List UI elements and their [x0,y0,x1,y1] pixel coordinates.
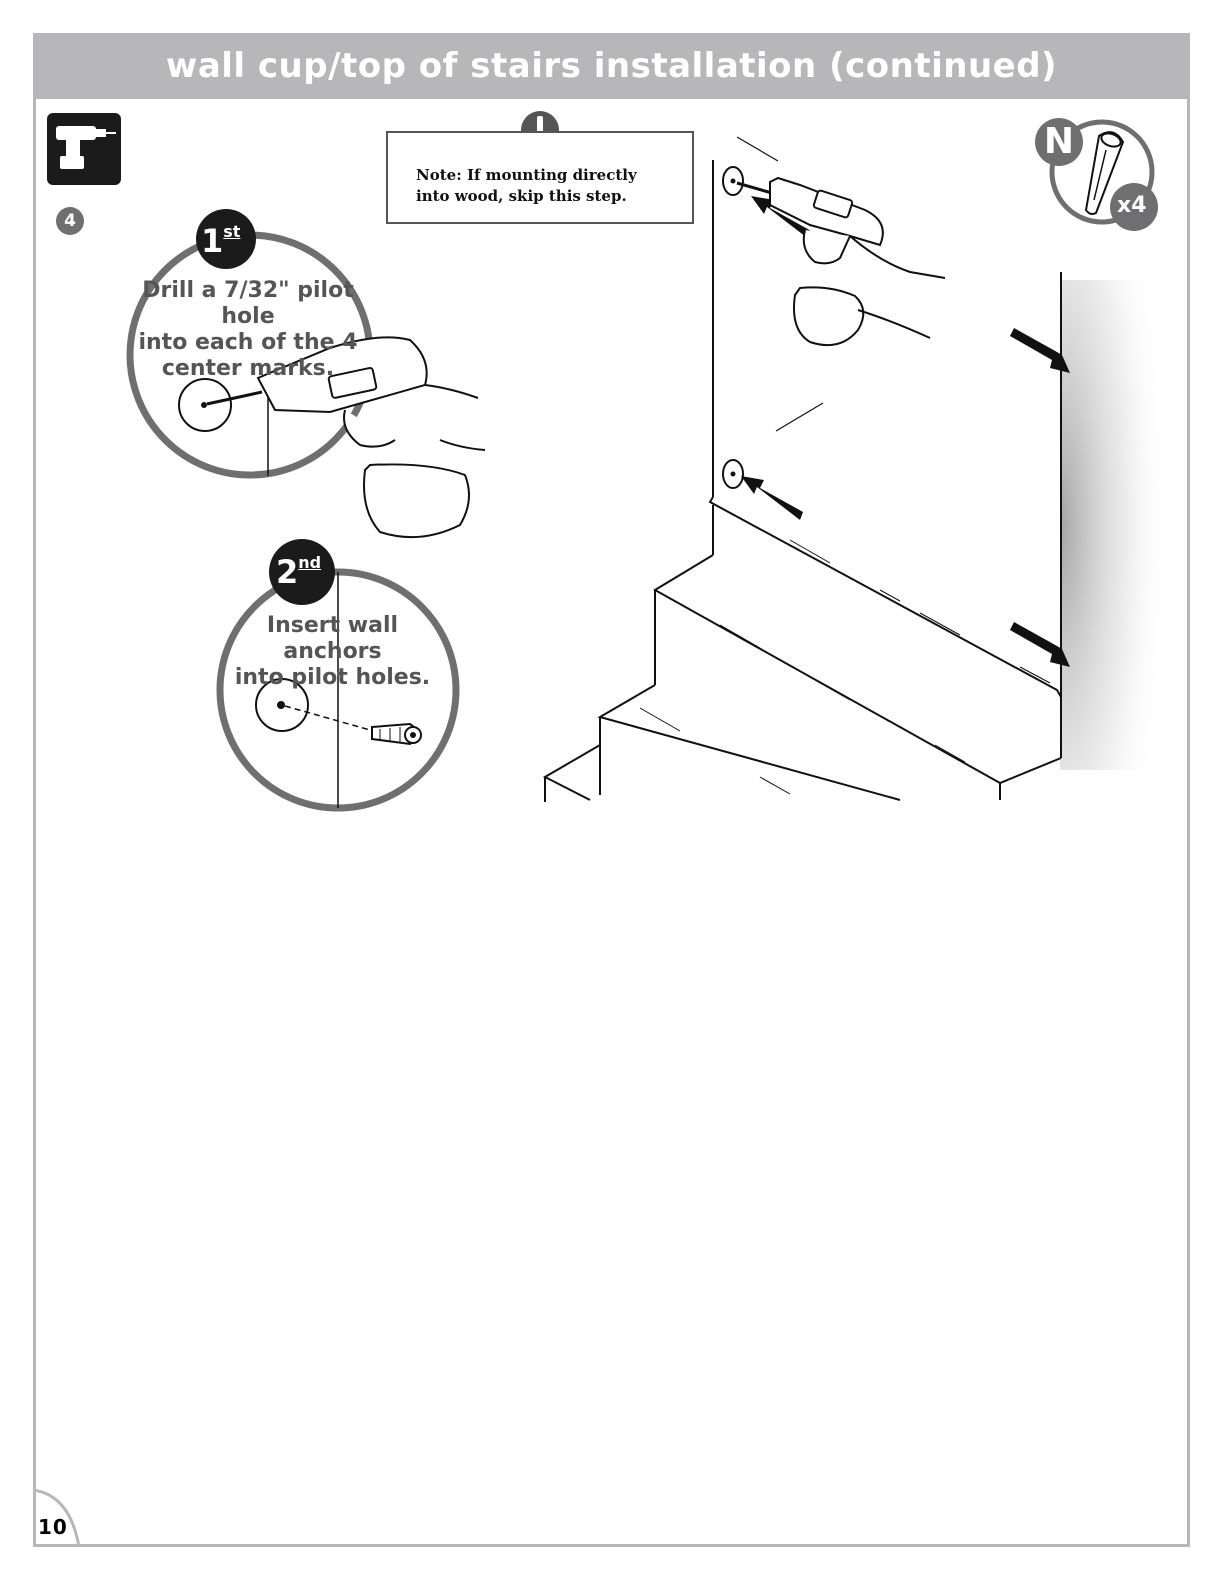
direction-arrows [741,196,1070,667]
ordinal-second-number: 2 [276,553,299,591]
drill-tool-icon [47,113,121,185]
instruction-anchors: Insert wall anchors into pilot holes. [234,613,431,690]
page-title: wall cup/top of stairs installation (continued) [165,46,1058,86]
ordinal-first-suffix: st [223,222,241,241]
instruction-drill: Drill a 7/32" pilot hole into each of the 4 center marks. [138,278,358,381]
page-number: 10 [38,1515,68,1539]
ordinal-first-number: 1 [201,222,224,260]
part-label: N [1043,121,1075,162]
note-box [386,131,694,224]
step-number-badge: 4 [56,207,84,235]
wall-cup-marks [723,167,743,488]
part-quantity: x4 [1117,193,1147,218]
wall-anchor-icon [372,724,421,744]
note-text: Note: If mounting directly into wood, skip this step. [416,166,637,205]
ordinal-first [201,222,240,260]
ordinal-second-suffix: nd [298,553,322,572]
wall-shadow [1060,280,1170,770]
ordinal-second [276,553,321,591]
